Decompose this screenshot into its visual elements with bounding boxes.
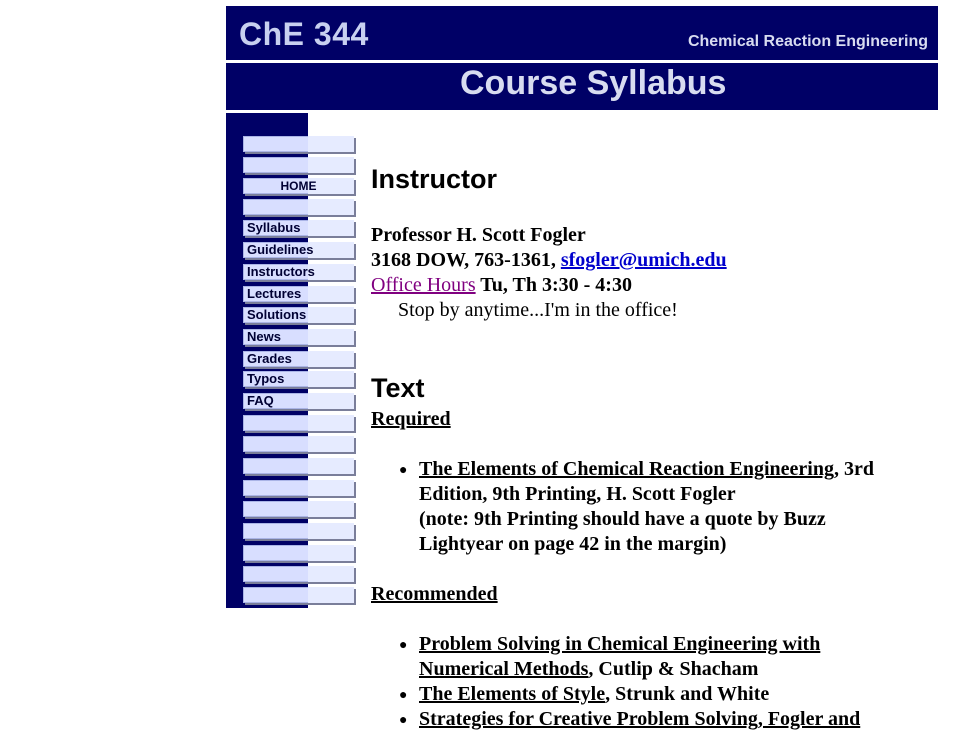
sidebar-item-label: HOME	[280, 179, 317, 193]
sidebar-item-syllabus[interactable]	[243, 220, 354, 236]
email-link[interactable]: sfogler@umich.edu	[560, 249, 727, 271]
button-highlight	[308, 393, 354, 409]
button-highlight	[308, 351, 354, 367]
button-highlight	[308, 501, 354, 517]
sidebar-item-label: Guidelines	[247, 242, 314, 257]
sidebar-item-label: Solutions	[247, 307, 307, 322]
sidebar-item-news[interactable]	[243, 329, 354, 345]
sidebar-item-blank-21	[243, 587, 354, 603]
sidebar-item-lectures[interactable]	[243, 286, 354, 302]
button-highlight	[308, 415, 354, 431]
office-hours-line	[371, 273, 632, 297]
button-highlight	[308, 199, 354, 215]
sidebar-item-home[interactable]	[243, 178, 354, 194]
sidebar-item-blank-0	[243, 136, 354, 152]
text-heading: Text	[371, 373, 425, 403]
instructor-contact	[371, 248, 727, 272]
sidebar-item-blank-18	[243, 523, 354, 539]
button-highlight	[308, 480, 354, 496]
course-name: Chemical Reaction Engineering	[687, 33, 928, 50]
required-book-edition: , 3rd	[833, 458, 874, 480]
sidebar-item-blank-19	[243, 545, 354, 561]
recommended-item-1	[399, 632, 821, 682]
button-highlight	[308, 286, 354, 302]
sidebar-item-blank-1	[243, 157, 354, 173]
button-highlight	[308, 436, 354, 452]
bullet-icon: ●	[399, 463, 408, 478]
button-highlight	[308, 587, 354, 603]
required-label: Required	[371, 408, 451, 430]
sidebar-item-blank-3	[243, 199, 354, 215]
sidebar-item-blank-17	[243, 501, 354, 517]
sidebar-item-label: Lectures	[247, 286, 302, 301]
recommended-item-3	[399, 707, 861, 730]
instructor-name: Professor H. Scott Fogler	[371, 224, 586, 246]
header-divider	[226, 60, 938, 63]
button-highlight	[308, 371, 354, 387]
rec1-link-line1[interactable]: Problem Solving in Chemical Engineering with	[419, 633, 821, 655]
rec1-authors: , Cutlip & Shacham	[588, 658, 759, 680]
bullet-icon: ●	[399, 713, 408, 728]
rec2-link[interactable]: The Elements of Style	[419, 683, 606, 705]
sidebar-item-solutions[interactable]	[243, 307, 354, 323]
sidebar-item-blank-14	[243, 436, 354, 452]
button-highlight	[308, 545, 354, 561]
header-banner	[226, 6, 938, 110]
button-highlight	[308, 242, 354, 258]
office-hours-link[interactable]: Office Hours	[371, 274, 476, 296]
rec3-link[interactable]: Strategies for Creative Problem Solving, Fogler and	[419, 708, 861, 730]
button-highlight	[308, 307, 354, 323]
button-highlight	[308, 220, 354, 236]
office-hours-time: Tu, Th 3:30 - 4:30	[480, 274, 632, 296]
required-book-link[interactable]: The Elements of Chemical Reaction Engineering	[419, 458, 834, 480]
sidebar-item-grades[interactable]	[243, 351, 354, 367]
sidebar-item-guidelines[interactable]	[243, 242, 354, 258]
sidebar-item-blank-20	[243, 566, 354, 582]
required-book-line3: (note: 9th Printing should have a quote by Buzz	[419, 508, 826, 530]
required-book-line4: Lightyear on page 42 in the margin)	[419, 533, 727, 555]
office-note: Stop by anytime...I'm in the office!	[398, 299, 678, 321]
course-code: ChE 344	[239, 16, 369, 52]
instructor-heading: Instructor	[371, 164, 498, 194]
button-highlight	[308, 136, 354, 152]
page-title: Course Syllabus	[460, 64, 727, 102]
button-highlight	[308, 329, 354, 345]
recommended-label: Recommended	[371, 583, 498, 605]
recommended-item-2	[399, 682, 770, 707]
sidebar-item-label: Instructors	[247, 264, 315, 279]
button-highlight	[308, 566, 354, 582]
sidebar-item-label: Grades	[247, 351, 292, 366]
required-book-item	[399, 457, 874, 557]
required-book-line2: Edition, 9th Printing, H. Scott Fogler	[419, 483, 736, 505]
sidebar-item-blank-15	[243, 458, 354, 474]
sidebar-item-faq[interactable]	[243, 393, 354, 409]
office-phone: 3168 DOW, 763-1361,	[371, 249, 556, 271]
sidebar-item-blank-13	[243, 415, 354, 431]
button-highlight	[308, 458, 354, 474]
button-highlight	[308, 157, 354, 173]
sidebar-item-blank-16	[243, 480, 354, 496]
sidebar-item-label: Syllabus	[247, 220, 301, 235]
sidebar-item-instructors[interactable]	[243, 264, 354, 280]
rec2-authors: , Strunk and White	[605, 683, 770, 705]
bullet-icon: ●	[399, 688, 408, 703]
sidebar-item-label: News	[247, 329, 281, 344]
bullet-icon: ●	[399, 638, 408, 653]
sidebar-item-label: Typos	[247, 371, 285, 386]
rec1-link-line2[interactable]: Numerical Methods	[419, 658, 589, 680]
button-highlight	[308, 523, 354, 539]
sidebar-item-label: FAQ	[247, 393, 274, 408]
sidebar-item-typos[interactable]	[243, 371, 354, 387]
